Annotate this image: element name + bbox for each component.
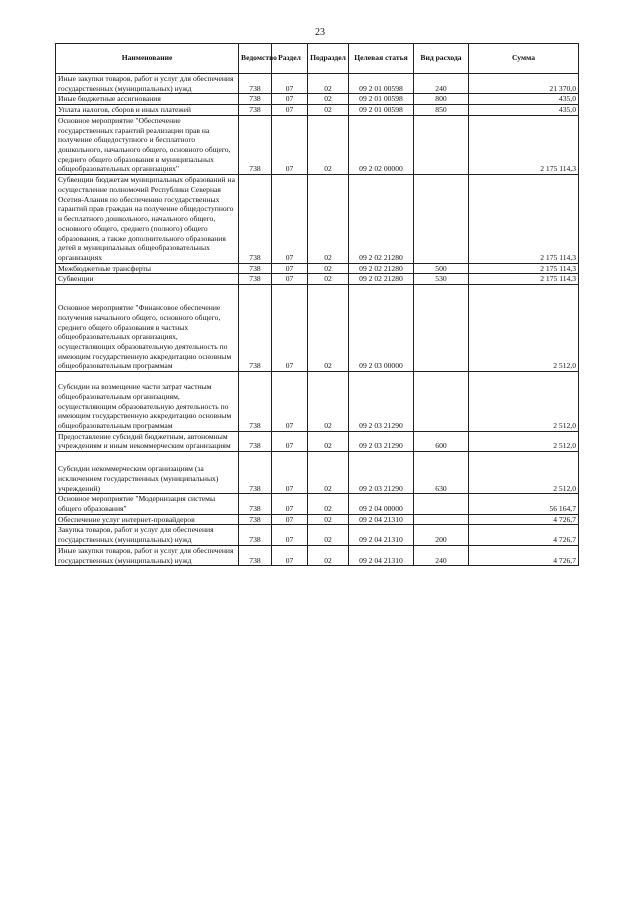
row-ved: 738 [239, 94, 272, 105]
row-ved: 738 [239, 525, 272, 545]
row-podrazdel: 02 [308, 452, 349, 494]
page-number: 23 [315, 27, 325, 38]
row-ved: 738 [239, 74, 272, 94]
row-name: Основное мероприятие "Финансовое обеспечение получения начального общего, основного общего, среднего общего образования в частных общеобразовательных организациях, осуществляющих образовательную деятельность по имеющим государственную аккредитацию основным общеобразовательным программам [56, 285, 239, 372]
row-podrazdel: 02 [308, 74, 349, 94]
row-name: Закупка товаров, работ и услуг для обеспечения государственных (муниципальных) нужд [56, 525, 239, 545]
row-name: Субвенции бюджетам муниципальных образований на осуществление полномочий Республики Северная Осетия-Алания по обеспечению государственных гарантий прав граждан на получение общедоступного и бесплатного дошкольного, начального общего, основного общего, среднего (полного) общего образования, а также дополнительного образования детей в муниципальных общеобразовательных организациях [56, 175, 239, 263]
row-sum: 4 726,7 [469, 514, 579, 525]
row-podrazdel: 02 [308, 105, 349, 116]
row-cs: 09 2 02 21280 [349, 263, 414, 274]
table-row [56, 263, 579, 274]
row-cs: 09 2 01 00598 [349, 105, 414, 116]
row-razdel: 07 [272, 274, 308, 285]
table-row [56, 494, 579, 514]
table-row [56, 115, 579, 174]
row-podrazdel: 02 [308, 263, 349, 274]
row-ved: 738 [239, 285, 272, 372]
row-ved: 738 [239, 431, 272, 451]
row-cs: 09 2 02 21280 [349, 175, 414, 263]
row-cs: 09 2 03 21290 [349, 431, 414, 451]
table-row [56, 431, 579, 451]
row-podrazdel: 02 [308, 372, 349, 432]
row-podrazdel: 02 [308, 431, 349, 451]
header-vr: Вид расхода [414, 44, 469, 74]
row-razdel: 07 [272, 525, 308, 545]
row-sum: 2 512,0 [469, 452, 579, 494]
row-ved: 738 [239, 115, 272, 174]
row-razdel: 07 [272, 74, 308, 94]
row-cs: 09 2 04 21310 [349, 514, 414, 525]
row-cs: 09 2 04 00000 [349, 494, 414, 514]
table-row [56, 525, 579, 545]
table-row [56, 452, 579, 494]
row-name: Субсидии на возмещение части затрат частным общеобразовательным организациям, осуществляющим образовательную деятельность по имеющим государственную аккредитацию основным общеобразовательным программам [56, 372, 239, 432]
row-sum: 435,0 [469, 94, 579, 105]
row-ved: 738 [239, 372, 272, 432]
row-name: Субвенции [56, 274, 239, 285]
row-razdel: 07 [272, 105, 308, 116]
row-name: Иные закупки товаров, работ и услуг для обеспечения государственных (муниципальных) нужд [56, 74, 239, 94]
row-name: Основное мероприятие "Модернизация системы общего образования" [56, 494, 239, 514]
header-cs: Целевая статья [349, 44, 414, 74]
row-podrazdel: 02 [308, 494, 349, 514]
header-sum: Сумма [469, 44, 579, 74]
row-sum: 56 164,7 [469, 494, 579, 514]
row-vr [414, 285, 469, 372]
row-podrazdel: 02 [308, 514, 349, 525]
row-cs: 09 2 04 21310 [349, 545, 414, 565]
row-ved: 738 [239, 175, 272, 263]
header-ved: Ведомство [239, 44, 272, 74]
row-razdel: 07 [272, 94, 308, 105]
row-name: Основное мероприятие "Обеспечение государственных гарантий реализации прав на получение общедоступного и бесплатного дошкольного, начального общего, основного общего, среднего общего образования в муниципальных общеобразовательных организациях" [56, 115, 239, 174]
row-vr: 200 [414, 525, 469, 545]
table-row [56, 274, 579, 285]
header-razdel: Раздел [272, 44, 308, 74]
row-vr: 800 [414, 94, 469, 105]
row-cs: 09 2 02 00000 [349, 115, 414, 174]
row-cs: 09 2 03 21290 [349, 372, 414, 432]
row-sum: 21 370,0 [469, 74, 579, 94]
row-cs: 09 2 02 21280 [349, 274, 414, 285]
row-cs: 09 2 01 00598 [349, 94, 414, 105]
row-sum: 2 512,0 [469, 285, 579, 372]
row-ved: 738 [239, 452, 272, 494]
row-vr [414, 494, 469, 514]
header-name: Наименование [56, 44, 239, 74]
row-razdel: 07 [272, 545, 308, 565]
row-vr: 530 [414, 274, 469, 285]
row-podrazdel: 02 [308, 285, 349, 372]
row-vr [414, 175, 469, 263]
row-cs: 09 2 03 21290 [349, 452, 414, 494]
row-sum: 2 175 114,3 [469, 175, 579, 263]
row-cs: 09 2 03 00000 [349, 285, 414, 372]
row-razdel: 07 [272, 514, 308, 525]
row-name: Иные бюджетные ассигнования [56, 94, 239, 105]
table-row [56, 175, 579, 263]
row-ved: 738 [239, 494, 272, 514]
row-razdel: 07 [272, 494, 308, 514]
row-sum: 2 175 114,3 [469, 115, 579, 174]
row-podrazdel: 02 [308, 525, 349, 545]
row-sum: 435,0 [469, 105, 579, 116]
table-row [56, 74, 579, 94]
table-row [56, 285, 579, 372]
table-row [56, 105, 579, 116]
row-vr [414, 115, 469, 174]
row-vr: 240 [414, 545, 469, 565]
row-sum: 2 175 114,3 [469, 274, 579, 285]
row-podrazdel: 02 [308, 175, 349, 263]
row-name: Уплата налогов, сборов и иных платежей [56, 105, 239, 116]
header-podrazdel: Подраздел [308, 44, 349, 74]
row-podrazdel: 02 [308, 115, 349, 174]
row-name: Субсидии некоммерческим организациям (за исключением государственных (муниципальных) учреждений) [56, 452, 239, 494]
row-podrazdel: 02 [308, 545, 349, 565]
row-vr: 850 [414, 105, 469, 116]
row-podrazdel: 02 [308, 94, 349, 105]
table-row [56, 514, 579, 525]
row-vr: 500 [414, 263, 469, 274]
row-vr [414, 514, 469, 525]
row-sum: 2 512,0 [469, 431, 579, 451]
row-sum: 2 175 114,3 [469, 263, 579, 274]
row-vr: 630 [414, 452, 469, 494]
row-razdel: 07 [272, 175, 308, 263]
row-ved: 738 [239, 263, 272, 274]
row-name: Обеспечение услуг интернет-провайдеров [56, 514, 239, 525]
row-name: Иные закупки товаров, работ и услуг для обеспечения государственных (муниципальных) нужд [56, 545, 239, 565]
row-ved: 738 [239, 545, 272, 565]
row-razdel: 07 [272, 263, 308, 274]
budget-table [55, 43, 579, 566]
row-ved: 738 [239, 105, 272, 116]
row-razdel: 07 [272, 115, 308, 174]
table-row [56, 545, 579, 565]
table-row [56, 94, 579, 105]
row-sum: 2 512,0 [469, 372, 579, 432]
row-vr: 240 [414, 74, 469, 94]
table-row [56, 372, 579, 432]
row-vr: 600 [414, 431, 469, 451]
row-name: Межбюджетные трансферты [56, 263, 239, 274]
row-razdel: 07 [272, 372, 308, 432]
row-ved: 738 [239, 514, 272, 525]
row-razdel: 07 [272, 285, 308, 372]
row-cs: 09 2 04 21310 [349, 525, 414, 545]
table-header-row [56, 44, 579, 74]
row-cs: 09 2 01 00598 [349, 74, 414, 94]
row-razdel: 07 [272, 431, 308, 451]
row-sum: 4 726,7 [469, 545, 579, 565]
row-name: Предоставление субсидий бюджетным, автономным учреждениям и иным некоммерческим организациям [56, 431, 239, 451]
row-vr [414, 372, 469, 432]
row-sum: 4 726,7 [469, 525, 579, 545]
row-razdel: 07 [272, 452, 308, 494]
row-podrazdel: 02 [308, 274, 349, 285]
row-ved: 738 [239, 274, 272, 285]
